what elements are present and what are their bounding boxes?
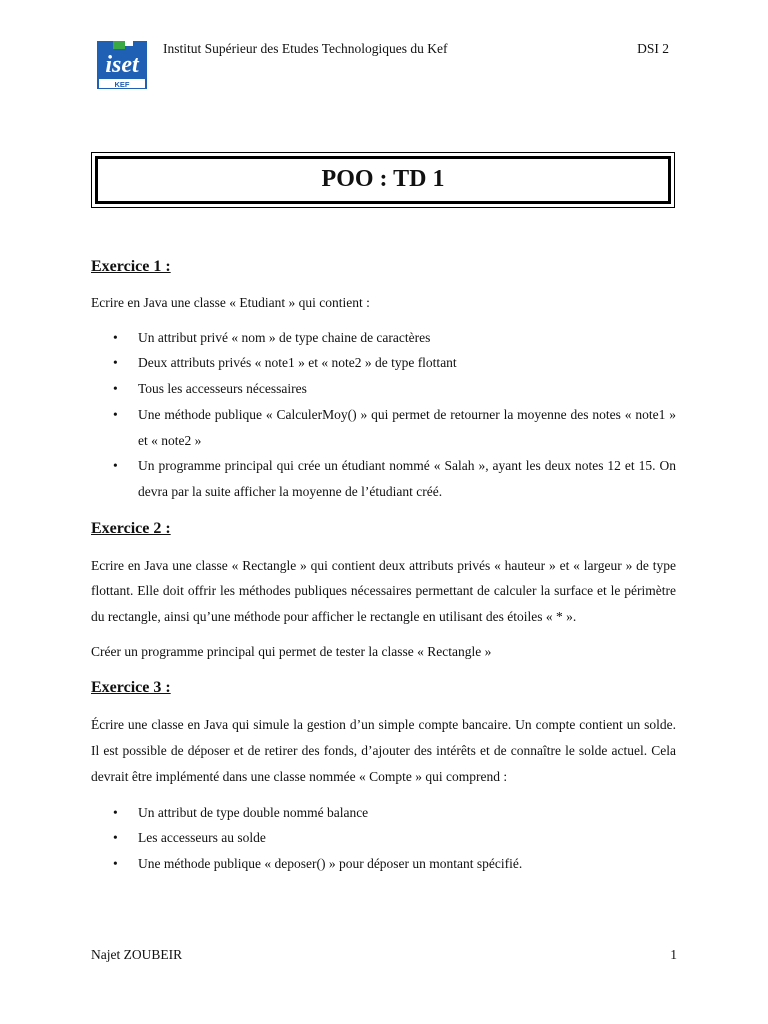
list-item: • Une méthode publique « deposer() » pour déposer un montant spécifié. (91, 851, 676, 877)
list-item: • Un programme principal qui crée un étudiant nommé « Salah », ayant les deux notes 12 et 15. On devra par la suite afficher la moyenne de l’étudiant créé. (91, 453, 676, 504)
footer-author: Najet ZOUBEIR (91, 947, 183, 962)
exercise-heading: Exercice 1 : (91, 258, 171, 275)
iset-logo-icon (97, 41, 147, 89)
exercise-intro: Ecrire en Java une classe « Etudiant » qui contient : (91, 295, 370, 310)
page-title: POO : TD 1 (95, 156, 671, 204)
exercise-list (91, 325, 676, 505)
list-item: • Tous les accesseurs nécessaires (91, 376, 676, 402)
exercise-1 (91, 256, 676, 505)
exercise-intro: Écrire une classe en Java qui simule la gestion d’un simple compte bancaire. Un compte contient un solde. Il est possible de déposer et de retirer des fonds, d’ajouter des intérêts et de connaître le solde actuel. Cela devrait être implémenté dans une classe nommée « Compte » qui comprend : (91, 717, 676, 784)
page-number: 1 (670, 947, 677, 962)
exercise-heading: Exercice 3 : (91, 679, 171, 697)
list-item: • Les accesseurs au solde (91, 825, 676, 851)
document-body (91, 256, 676, 877)
logo-text: iset (105, 52, 139, 78)
exercise-3 (91, 677, 676, 876)
list-item: • Deux attributs privés « note1 » et « note2 » de type flottant (91, 350, 676, 376)
list-item: • Un attribut privé « nom » de type chaine de caractères (91, 325, 676, 351)
header-class: DSI 2 (637, 41, 669, 56)
exercise-paragraph: Ecrire en Java une classe « Rectangle » qui contient deux attributs privés « hauteur » et « largeur » de type flottant. Elle doit offrir les méthodes publiques nécessaires permettant de calculer la surface et le périmètre du rectangle, ainsi qu’une méthode pour afficher le rectangle en utilisant des étoiles « * ». (91, 557, 676, 625)
institution-logo (97, 41, 147, 89)
exercise-paragraph: Créer un programme principal qui permet de tester la classe « Rectangle » (91, 643, 492, 659)
title-frame (91, 152, 675, 208)
list-item: • Un attribut de type double nommé balance (91, 800, 676, 826)
list-item: • Une méthode publique « CalculerMoy() » qui permet de retourner la moyenne des notes « note1 » et « note2 » (91, 402, 676, 453)
exercise-heading: Exercice 2 : (91, 519, 171, 537)
exercise-list (91, 800, 676, 877)
header-institution: Institut Supérieur des Etudes Technologiques du Kef (163, 41, 448, 56)
logo-subtext: KEF (114, 80, 130, 89)
exercise-2 (91, 518, 676, 665)
